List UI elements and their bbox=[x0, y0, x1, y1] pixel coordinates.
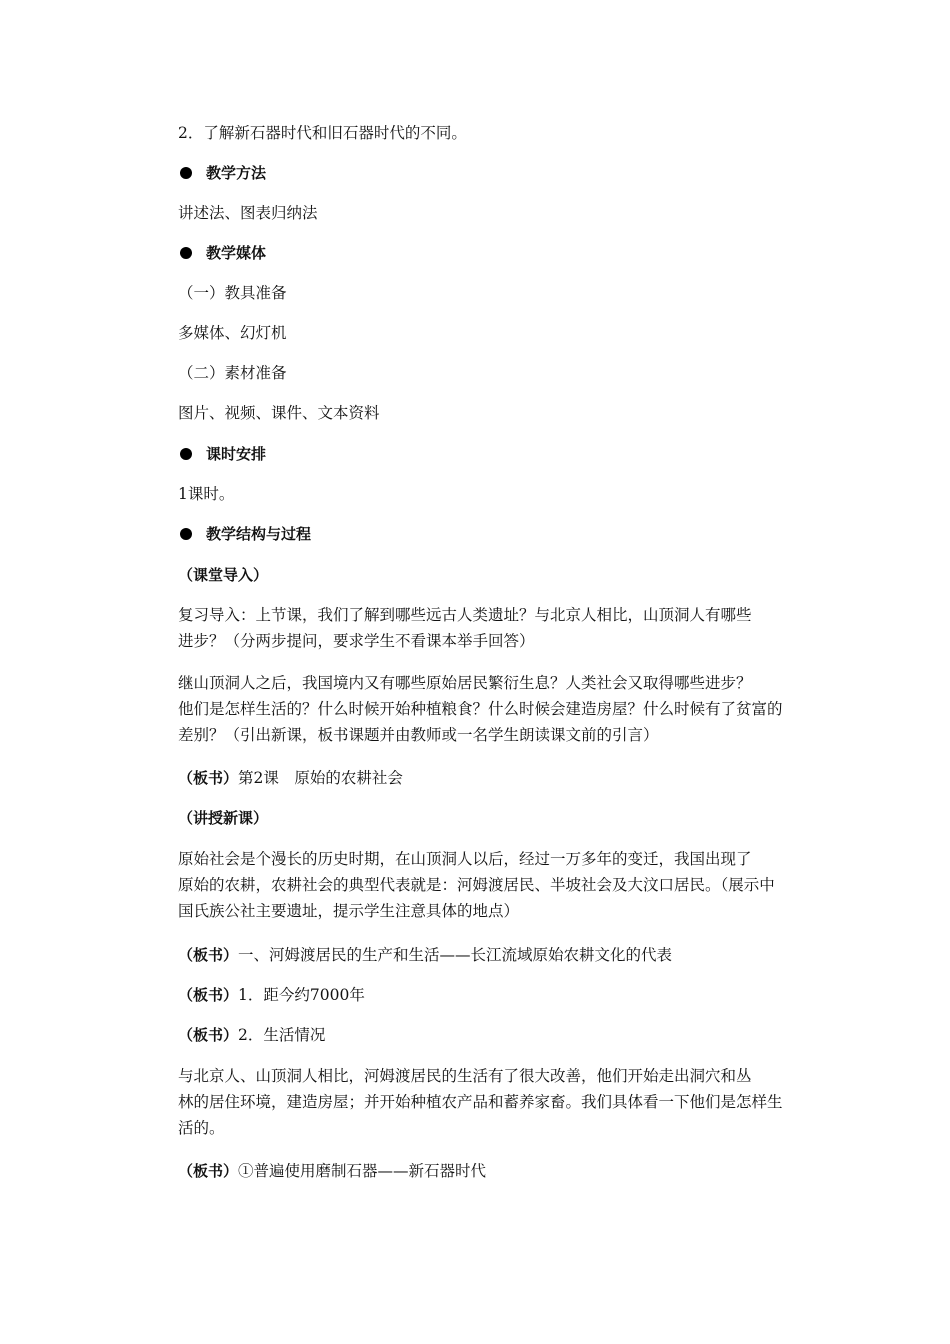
paragraph-2-line-3: 差别？（引出新课，板书课题并由教师或一名学生朗读课文前的引言） bbox=[178, 726, 659, 744]
paragraph-4-line-2: 林的居住环境，建造房屋；并开始种植农产品和蓄养家畜。我们具体看一下他们是怎样生 bbox=[178, 1093, 783, 1111]
board-line-5: （板书）①普遍使用磨制石器——新石器时代 bbox=[178, 1162, 487, 1180]
board-line-4: （板书）2．生活情况 bbox=[178, 1026, 326, 1044]
materials-text: 图片、视频、课件、文本资料 bbox=[178, 404, 380, 422]
materials-title: （二）素材准备 bbox=[178, 364, 287, 382]
bullet-icon bbox=[180, 448, 192, 460]
paragraph-3-line-1: 原始社会是个漫长的历史时期，在山顶洞人以后，经过一万多年的变迁，我国出现了 bbox=[178, 850, 752, 868]
heading-teaching-method: 教学方法 bbox=[178, 160, 266, 186]
heading-structure: 教学结构与过程 bbox=[178, 521, 311, 547]
paragraph-1-line-2: 进步？（分两步提问，要求学生不看课本举手回答） bbox=[178, 632, 535, 650]
board-line-3: （板书）1．距今约7000年 bbox=[178, 986, 365, 1004]
heading-schedule: 课时安排 bbox=[178, 441, 266, 467]
paragraph-1-line-1: 复习导入：上节课，我们了解到哪些远古人类遗址？与北京人相比，山顶洞人有哪些 bbox=[178, 606, 752, 624]
paragraph-3-line-3: 国氏族公社主要遗址，提示学生注意具体的地点） bbox=[178, 902, 520, 920]
paragraph-3-line-2: 原始的农耕，农耕社会的典型代表就是：河姆渡居民、半坡社会及大汶口居民。（展示中 bbox=[178, 876, 775, 894]
objective-item-2: 2．了解新石器时代和旧石器时代的不同。 bbox=[178, 124, 467, 142]
paragraph-2-line-2: 他们是怎样生活的？什么时候开始种植粮食？什么时候会建造房屋？什么时候有了贫富的 bbox=[178, 700, 783, 718]
paragraph-4-line-1: 与北京人、山顶洞人相比，河姆渡居民的生活有了很大改善，他们开始走出洞穴和丛 bbox=[178, 1067, 752, 1085]
paragraph-2-line-1: 继山顶洞人之后，我国境内又有哪些原始居民繁衍生息？人类社会又取得哪些进步？ bbox=[178, 674, 752, 692]
bullet-icon bbox=[180, 528, 192, 540]
paragraph-4-line-3: 活的。 bbox=[178, 1119, 225, 1137]
intro-tag: （课堂导入） bbox=[178, 566, 269, 584]
tools-text: 多媒体、幻灯机 bbox=[178, 324, 287, 342]
board-line-1: （板书）第2课 原始的农耕社会 bbox=[178, 769, 403, 787]
board-line-2: （板书）一、河姆渡居民的生产和生活——长江流域原始农耕文化的代表 bbox=[178, 946, 673, 964]
heading-teaching-media: 教学媒体 bbox=[178, 240, 266, 266]
bullet-icon bbox=[180, 167, 192, 179]
teaching-method-text: 讲述法、图表归纳法 bbox=[178, 204, 318, 222]
lecture-tag: （讲授新课） bbox=[178, 809, 269, 827]
bullet-icon bbox=[180, 247, 192, 259]
tools-title: （一）教具准备 bbox=[178, 284, 287, 302]
schedule-text: 1课时。 bbox=[178, 485, 235, 503]
